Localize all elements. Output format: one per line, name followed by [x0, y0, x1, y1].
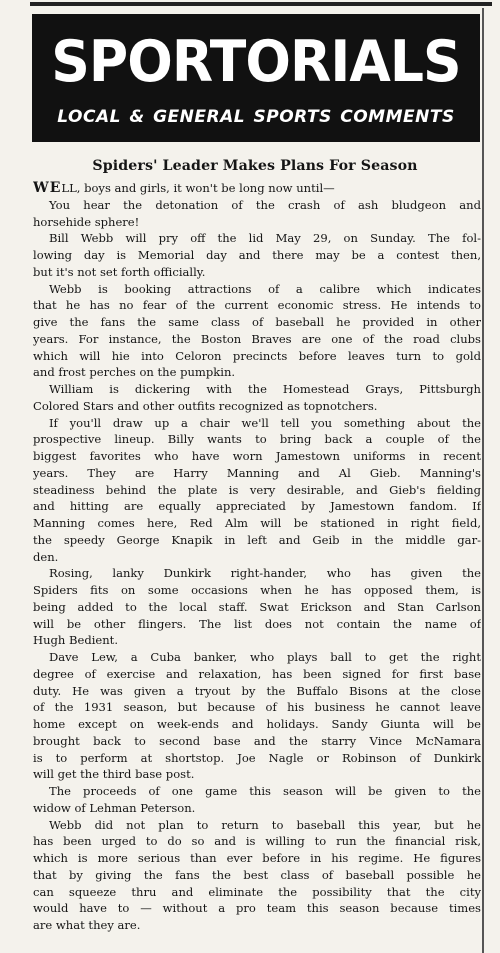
article-line: years. For instance, the Boston Braves are one of the road clubs	[33, 331, 481, 346]
article-line: The proceeds of one game this season will be given to the	[49, 784, 481, 798]
article-line: Rosing, lanky Dunkirk right-hander, who has given the	[49, 566, 481, 581]
article-line: are what they are.	[33, 918, 141, 932]
article-line: is to perform at shortstop. Joe Nagle or Robinson of Dunkirk	[33, 750, 481, 765]
article-line: that by giving the fans the best class of baseball possible he	[33, 867, 481, 882]
banner-subtitle: LOCAL & GENERAL SPORTS COMMENTS	[57, 107, 455, 127]
top-rule	[30, 2, 492, 6]
article-line: steadiness behind the plate is very desirable, and Gieb's fielding	[33, 482, 481, 497]
article-line: horsehide sphere!	[33, 214, 140, 229]
article-line: Spiders fits on some occasions when he has opposed them, is	[33, 583, 481, 597]
article-line: brought back to second base and the starry Vince McNamara	[33, 733, 481, 748]
article-line: the speedy George Knapik in left and Geib in the middle gar-	[33, 532, 481, 547]
article-line: will be other flingers. The list does not contain the name of	[33, 616, 481, 631]
drop-cap: WE	[33, 180, 62, 196]
article-line: Manning comes here, Red Alm will be stationed in right field,	[33, 516, 481, 530]
article-line: that he has no fear of the current economic stress. He intends to	[33, 298, 481, 313]
article-line: lowing day is Memorial day and there may be a contest then,	[33, 248, 481, 262]
article-line	[33, 180, 481, 197]
article-headline: Spiders' Leader Makes Plans For Season	[92, 158, 418, 174]
article-line: Bill Webb will pry off the lid May 29, on Sunday. The fol-	[49, 231, 481, 246]
article-line: and frost perches on the pumpkin.	[33, 365, 236, 380]
article-line: Hugh Bedient.	[33, 633, 118, 648]
article-line: degree of exercise and relaxation, has been signed for first base	[33, 666, 481, 681]
banner-title: SPORTORIALS	[51, 29, 461, 95]
article-line: Webb is booking attractions of a calibre which indicates	[49, 281, 481, 296]
article-line: give the fans the same class of baseball he provided in other	[33, 315, 481, 329]
article-line: prospective lineup. Billy wants to bring back a couple of the	[33, 432, 481, 447]
article-line: widow of Lehman Peterson.	[33, 800, 196, 815]
article-line: If you'll draw up a chair we'll tell you something about the	[49, 415, 481, 430]
article-line: which is more serious than ever before in his regime. He figures	[33, 851, 481, 865]
article-line: duty. He was given a tryout by the Buffalo Bisons at the close	[33, 683, 481, 698]
article-line: Colored Stars and other outfits recognized as topnotchers.	[33, 398, 378, 413]
drop-cap-rest: LL, boys and girls, it won't be long now until—	[61, 181, 335, 195]
article-line: You hear the detonation of the crash of ash bludgeon and	[49, 197, 481, 212]
article-line: but it's not set forth officially.	[33, 264, 206, 279]
article-line: Dave Lew, a Cuba banker, who plays ball to get the right	[49, 650, 481, 664]
article-line: being added to the local staff. Swat Erickson and Stan Carlson	[33, 599, 481, 614]
article-line: Webb did not plan to return to baseball this year, but he	[49, 817, 481, 832]
article-line: years. They are Harry Manning and Al Gieb. Manning's	[33, 465, 481, 480]
article-body	[33, 180, 481, 934]
article-line: will get the third base post.	[33, 767, 195, 782]
article-line: of the 1931 season, but because of his business he cannot leave	[33, 700, 481, 715]
sportorials-banner	[32, 14, 480, 142]
article-line: den.	[33, 549, 59, 564]
article-line: William is dickering with the Homestead Grays, Pittsburgh	[49, 382, 481, 396]
article-line: would have to — without a pro team this season because times	[33, 901, 481, 916]
article-line: and hitting are equally appreciated by Jamestown fandom. If	[33, 499, 481, 514]
article-line: which will hie into Celoron precincts before leaves turn to gold	[33, 348, 481, 363]
column-rule	[482, 8, 484, 953]
article-line: has been urged to do so and is willing to run the financial risk,	[33, 834, 481, 849]
article-line: home except on week-ends and holidays. Sandy Giunta will be	[33, 717, 481, 731]
article-line: can squeeze thru and eliminate the possibility that the city	[33, 884, 481, 899]
article-line: biggest favorites who have worn Jamestown uniforms in recent	[33, 449, 481, 463]
